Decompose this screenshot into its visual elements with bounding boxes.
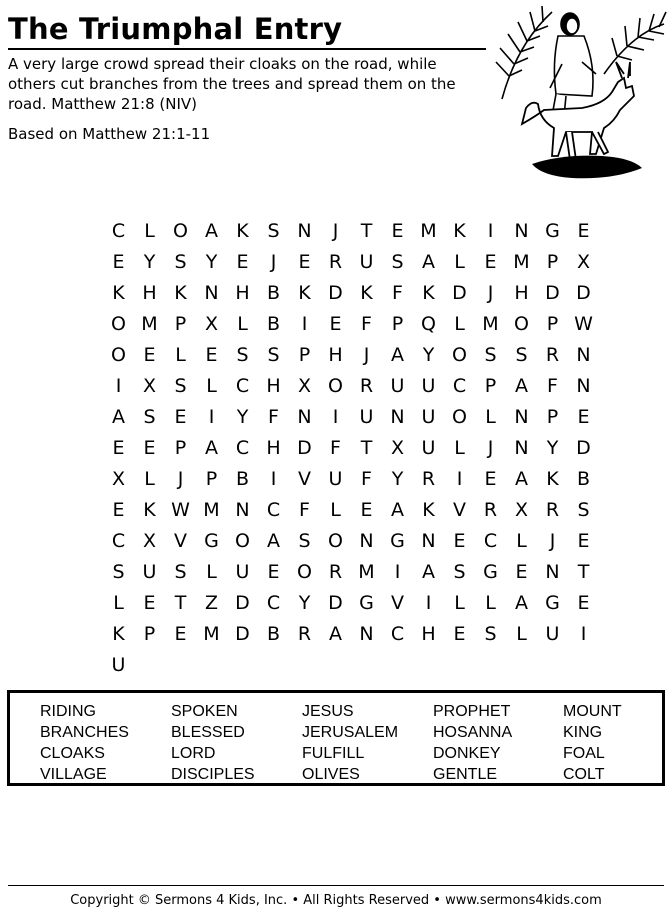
grid-letter: I	[580, 623, 587, 645]
grid-letter: N	[421, 530, 436, 552]
grid-letter: A	[267, 530, 280, 552]
grid-letter: C	[235, 437, 250, 459]
grid-letter: E	[453, 530, 466, 552]
grid-letter: B	[235, 468, 250, 490]
grid-letter: A	[422, 251, 435, 273]
grid-letter: H	[142, 282, 157, 304]
word-list-item: JESUS	[302, 703, 354, 720]
grid-letter: K	[112, 282, 125, 304]
grid-letter: Y	[422, 344, 435, 366]
grid-letter: E	[112, 251, 125, 273]
grid-letter: I	[332, 406, 339, 428]
word-list-item: KING	[563, 724, 603, 741]
jesus-on-donkey-icon	[492, 4, 668, 192]
grid-letter: B	[576, 468, 591, 490]
grid-letter: D	[576, 437, 591, 459]
grid-letter: C	[483, 530, 498, 552]
grid-letter: S	[236, 344, 249, 366]
grid-letter: R	[545, 499, 560, 521]
grid-letter: A	[205, 437, 218, 459]
grid-letter: L	[485, 406, 496, 428]
grid-letter: P	[391, 313, 404, 335]
grid-letter: E	[360, 499, 373, 521]
grid-letter: L	[454, 437, 465, 459]
grid-letter: P	[174, 437, 187, 459]
grid-letter: N	[359, 623, 374, 645]
grid-letter: B	[266, 282, 281, 304]
grid-letter: L	[144, 220, 155, 242]
grid-letter: P	[546, 406, 559, 428]
grid-letter: H	[514, 282, 529, 304]
grid-letter: M	[141, 313, 158, 335]
grid-letter: F	[330, 437, 341, 459]
grid-letter: L	[330, 499, 341, 521]
grid-letter: Y	[546, 437, 559, 459]
grid-letter: F	[268, 406, 279, 428]
grid-letter: U	[421, 406, 436, 428]
grid-letter: D	[297, 437, 312, 459]
grid-letter: H	[328, 344, 343, 366]
grid-letter: U	[359, 406, 374, 428]
grid-letter: L	[516, 623, 527, 645]
word-list-item: VILLAGE	[40, 766, 107, 783]
grid-letter: T	[360, 437, 373, 459]
grid-letter: A	[329, 623, 342, 645]
grid-letter: N	[545, 561, 560, 583]
grid-letter: M	[203, 623, 220, 645]
grid-letter: X	[111, 468, 126, 490]
grid-letter: R	[421, 468, 436, 490]
grid-letter: A	[391, 344, 404, 366]
grid-letter: F	[547, 375, 558, 397]
word-list-item: BLESSED	[171, 724, 245, 741]
grid-letter: K	[453, 220, 466, 242]
grid-letter: G	[483, 561, 498, 583]
grid-letter: E	[267, 561, 280, 583]
grid-letter: X	[514, 499, 529, 521]
grid-letter: O	[111, 344, 126, 366]
grid-letter: F	[361, 468, 372, 490]
grid-letter: W	[171, 499, 190, 521]
grid-letter: I	[425, 592, 432, 614]
palm-frond-left-icon	[496, 6, 552, 99]
grid-letter: E	[112, 499, 125, 521]
grid-letter: U	[359, 251, 374, 273]
grid-letter: V	[174, 530, 187, 552]
grid-letter: R	[328, 561, 343, 583]
grid-letter: R	[545, 344, 560, 366]
grid-letter: K	[174, 282, 187, 304]
grid-letter: K	[422, 499, 435, 521]
grid-letter: T	[360, 220, 373, 242]
grid-letter: O	[235, 530, 250, 552]
word-list-item: COLT	[563, 766, 605, 783]
grid-letter: E	[174, 406, 187, 428]
rider-figure-icon	[550, 13, 596, 116]
grid-letter: X	[204, 313, 219, 335]
grid-letter: N	[576, 344, 591, 366]
grid-letter: F	[299, 499, 310, 521]
grid-letter: V	[391, 592, 404, 614]
word-list-item: FULFILL	[302, 745, 365, 762]
grid-letter: E	[143, 437, 156, 459]
grid-letter: X	[576, 251, 591, 273]
grid-letter: T	[174, 592, 187, 614]
grid-letter: U	[235, 561, 250, 583]
grid-letter: U	[328, 468, 343, 490]
palm-frond-right-icon	[604, 12, 666, 74]
grid-letter: E	[484, 251, 497, 273]
grid-letter: I	[456, 468, 463, 490]
grid-letter: J	[332, 220, 339, 242]
grid-letter: X	[390, 437, 405, 459]
grid-letter: O	[328, 530, 343, 552]
grid-letter: V	[298, 468, 311, 490]
grid-letter: Y	[391, 468, 404, 490]
grid-letter: U	[390, 375, 405, 397]
grid-letter: D	[452, 282, 467, 304]
word-list-item: PROPHET	[433, 703, 511, 720]
grid-letter: C	[111, 220, 126, 242]
grid-letter: N	[514, 437, 529, 459]
grid-letter: H	[266, 375, 281, 397]
grid-letter: S	[484, 344, 497, 366]
grid-letter: G	[545, 592, 560, 614]
grid-letter: K	[236, 220, 249, 242]
grid-letter: C	[452, 375, 467, 397]
grid-letter: D	[328, 592, 343, 614]
grid-letter: U	[111, 654, 126, 676]
grid-letter: L	[454, 251, 465, 273]
grid-letter: E	[577, 530, 590, 552]
title-divider	[8, 48, 486, 50]
grid-letter: O	[111, 313, 126, 335]
grid-letter: O	[452, 406, 467, 428]
word-list-item: BRANCHES	[40, 724, 129, 741]
grid-letter: S	[174, 375, 187, 397]
grid-letter: L	[206, 375, 217, 397]
grid-letter: P	[546, 251, 559, 273]
grid-letter: E	[484, 468, 497, 490]
grid-letter: S	[267, 220, 280, 242]
grid-letter: K	[112, 623, 125, 645]
word-list-item: FOAL	[563, 745, 605, 762]
word-list-item: DONKEY	[433, 745, 501, 762]
grid-letter: E	[174, 623, 187, 645]
grid-letter: N	[235, 499, 250, 521]
word-search-grid	[103, 216, 599, 681]
grid-letter: J	[270, 251, 277, 273]
grid-letter: O	[514, 313, 529, 335]
grid-letter: U	[421, 437, 436, 459]
grid-letter: L	[175, 344, 186, 366]
word-list-item: RIDING	[40, 703, 96, 720]
grid-letter: S	[515, 344, 528, 366]
grid-letter: M	[482, 313, 499, 335]
grid-letter: K	[298, 282, 311, 304]
word-list-item: LORD	[171, 745, 216, 762]
grid-letter: L	[485, 592, 496, 614]
grid-letter: I	[487, 220, 494, 242]
grid-letter: E	[298, 251, 311, 273]
grid-letter: A	[515, 468, 528, 490]
grid-letter: B	[266, 623, 281, 645]
grid-letter: G	[359, 592, 374, 614]
grid-letter: P	[174, 313, 187, 335]
grid-letter: N	[514, 406, 529, 428]
grid-letter: A	[112, 406, 125, 428]
grid-letter: S	[112, 561, 125, 583]
grid-letter: T	[577, 561, 590, 583]
grid-letter: L	[454, 313, 465, 335]
grid-letter: F	[392, 282, 403, 304]
word-list-item: HOSANNA	[433, 724, 513, 741]
grid-letter: I	[270, 468, 277, 490]
grid-letter: E	[112, 437, 125, 459]
grid-letter: J	[177, 468, 184, 490]
grid-letter: H	[266, 437, 281, 459]
grid-letter: L	[454, 592, 465, 614]
grid-letter: C	[111, 530, 126, 552]
grid-letter: X	[142, 530, 157, 552]
grid-letter: I	[208, 406, 215, 428]
grid-letter: R	[483, 499, 498, 521]
grid-letter: S	[391, 251, 404, 273]
word-list-item: OLIVES	[302, 766, 360, 783]
grid-letter: O	[297, 561, 312, 583]
grid-letter: O	[173, 220, 188, 242]
grid-letter: D	[545, 282, 560, 304]
grid-letter: X	[142, 375, 157, 397]
grid-letter: G	[545, 220, 560, 242]
grid-letter: E	[329, 313, 342, 335]
grid-letter: E	[577, 592, 590, 614]
grid-letter: H	[235, 282, 250, 304]
grid-letter: M	[420, 220, 437, 242]
grid-letter: E	[143, 592, 156, 614]
grid-letter: H	[421, 623, 436, 645]
grid-letter: B	[266, 313, 281, 335]
grid-letter: S	[174, 251, 187, 273]
grid-letter: N	[297, 406, 312, 428]
copyright-footer: Copyright © Sermons 4 Kids, Inc. • All Rights Reserved • www.sermons4kids.com	[70, 893, 602, 908]
grid-letter: E	[143, 344, 156, 366]
grid-letter: A	[515, 375, 528, 397]
grid-letter: C	[266, 499, 281, 521]
word-list-box	[7, 690, 665, 786]
grid-letter: S	[143, 406, 156, 428]
footer-divider	[8, 885, 664, 886]
grid-letter: E	[453, 623, 466, 645]
grid-letter: M	[203, 499, 220, 521]
grid-letter: P	[546, 313, 559, 335]
grid-letter: E	[577, 220, 590, 242]
grid-letter: R	[328, 251, 343, 273]
grid-letter: S	[174, 561, 187, 583]
grid-letter: A	[515, 592, 528, 614]
grid-letter: D	[328, 282, 343, 304]
grid-letter: K	[546, 468, 559, 490]
grid-letter: I	[301, 313, 308, 335]
grid-letter: E	[236, 251, 249, 273]
word-list	[40, 701, 663, 785]
grid-letter: K	[143, 499, 156, 521]
grid-letter: M	[513, 251, 530, 273]
grid-letter: P	[298, 344, 311, 366]
grid-letter: S	[453, 561, 466, 583]
grid-letter: P	[484, 375, 497, 397]
word-list-item: CLOAKS	[40, 745, 105, 762]
scripture-reference: Based on Matthew 21:1-11	[8, 125, 211, 143]
grid-letter: L	[237, 313, 248, 335]
grid-letter: L	[206, 561, 217, 583]
grid-letter: G	[390, 530, 405, 552]
grid-letter: F	[361, 313, 372, 335]
word-list-item: DISCIPLES	[171, 766, 255, 783]
grid-letter: D	[235, 592, 250, 614]
grid-letter: U	[421, 375, 436, 397]
grid-letter: S	[577, 499, 590, 521]
grid-letter: R	[297, 623, 312, 645]
grid-letter: N	[390, 406, 405, 428]
grid-letter: S	[267, 344, 280, 366]
grid-letter: A	[205, 220, 218, 242]
grid-letter: O	[328, 375, 343, 397]
grid-letter: J	[487, 437, 494, 459]
grid-letter: Y	[205, 251, 218, 273]
grid-letter: D	[235, 623, 250, 645]
grid-letter: I	[394, 561, 401, 583]
grid-letter: G	[204, 530, 219, 552]
scripture-verse: A very large crowd spread their cloaks on the road, while others cut branches from the trees and spread them on the road. Matthew 21:8 (NIV)	[8, 55, 456, 113]
grid-letter: R	[359, 375, 374, 397]
grid-letter: O	[452, 344, 467, 366]
grid-letter: U	[545, 623, 560, 645]
grid-letter: I	[115, 375, 122, 397]
word-list-item: GENTLE	[433, 766, 498, 783]
ground-shadow-icon	[532, 156, 642, 179]
grid-letter: K	[422, 282, 435, 304]
grid-letter: N	[204, 282, 219, 304]
grid-letter: A	[391, 499, 404, 521]
grid-letter: P	[143, 623, 156, 645]
grid-letter: L	[144, 468, 155, 490]
grid-letter: L	[516, 530, 527, 552]
grid-letter: N	[359, 530, 374, 552]
grid-letter: Z	[204, 592, 219, 614]
grid-letter: E	[205, 344, 218, 366]
grid-letter: J	[487, 282, 494, 304]
page-title: The Triumphal Entry	[8, 12, 343, 46]
grid-letter: C	[390, 623, 405, 645]
grid-letter: W	[574, 313, 593, 335]
grid-letter: K	[360, 282, 373, 304]
grid-letter: N	[297, 220, 312, 242]
word-list-item: SPOKEN	[171, 703, 238, 720]
grid-letter: Y	[236, 406, 249, 428]
grid-letter: L	[113, 592, 124, 614]
grid-letter: D	[576, 282, 591, 304]
grid-letter: U	[142, 561, 157, 583]
grid-letter: M	[358, 561, 375, 583]
grid-letter: S	[298, 530, 311, 552]
word-list-item: JERUSALEM	[302, 724, 399, 741]
grid-letter: C	[235, 375, 250, 397]
grid-letter: A	[422, 561, 435, 583]
grid-letter: Y	[298, 592, 311, 614]
grid-letter: S	[484, 623, 497, 645]
grid-letter: P	[205, 468, 218, 490]
grid-letter: J	[549, 530, 556, 552]
grid-letter: X	[297, 375, 312, 397]
grid-letter: Y	[143, 251, 156, 273]
grid-letter: E	[515, 561, 528, 583]
grid-letter: C	[266, 592, 281, 614]
grid-letter: N	[576, 375, 591, 397]
grid-letter: Q	[421, 313, 436, 335]
grid-letter: J	[363, 344, 370, 366]
grid-letter: N	[514, 220, 529, 242]
grid-letter: V	[453, 499, 466, 521]
grid-letter: E	[577, 406, 590, 428]
grid-letter: E	[391, 220, 404, 242]
word-list-item: MOUNT	[563, 703, 622, 720]
